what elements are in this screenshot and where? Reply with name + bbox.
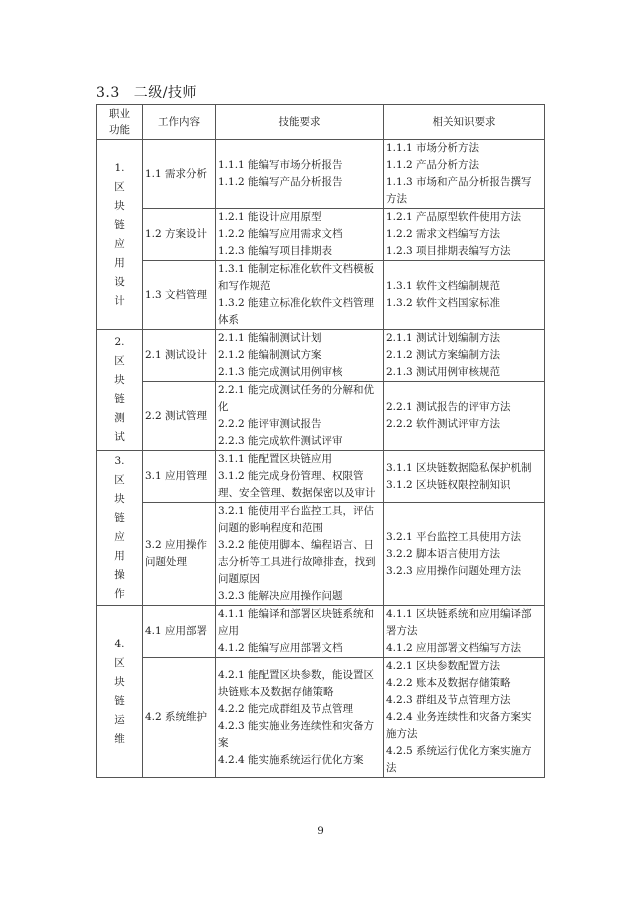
work-content-cell: 3.1 应用管理	[143, 451, 216, 503]
skill-line: 2.1.3 能完成测试用例审核	[218, 366, 343, 378]
knowledge-line: 4.2.1 区块参数配置方法	[386, 660, 501, 672]
skill-requirement-cell	[216, 503, 384, 606]
skill-requirement-cell	[216, 451, 384, 503]
skill-line: 4.2.2 能完成群组及节点管理	[218, 702, 354, 715]
header-knowledge: 相关知识要求	[384, 105, 545, 140]
skill-line: 3.2.1 能使用平台监控工具，评估问题的影响程度和范围	[218, 505, 375, 534]
work-content-cell: 2.2 测试管理	[143, 382, 216, 451]
knowledge-line: 2.2.2 软件测试评审方法	[386, 418, 501, 430]
knowledge-requirement-cell	[384, 140, 545, 209]
table-row	[97, 658, 545, 778]
skill-line: 3.1.1 能配置区块链应用	[218, 453, 333, 465]
knowledge-line: 2.1.1 测试计划编制方法	[386, 332, 501, 344]
skill-line: 4.1.1 能编译和部署区块链系统和应用	[218, 608, 375, 637]
knowledge-requirement-cell	[384, 503, 545, 606]
knowledge-line: 4.2.2 账本及数据存储策略	[386, 677, 511, 689]
knowledge-requirement-cell	[384, 451, 545, 503]
function-name: 3.区块链应用操作	[114, 455, 125, 600]
skill-line: 1.2.3 能编写项目排期表	[218, 245, 333, 257]
knowledge-requirement-cell	[384, 382, 545, 451]
skill-line: 2.2.2 能评审测试报告	[218, 418, 322, 430]
section-title: 二级/技师	[133, 85, 197, 101]
knowledge-line: 3.1.2 区块链权限控制知识	[386, 478, 511, 491]
knowledge-line: 2.1.3 测试用例审核规范	[386, 366, 501, 378]
skill-requirements-table	[96, 104, 545, 778]
knowledge-line: 1.2.1 产品原型软件使用方法	[386, 211, 522, 223]
skill-line: 1.2.2 能编写应用需求文档	[218, 228, 343, 240]
knowledge-line: 1.3.1 软件文档编制规范	[386, 280, 501, 292]
knowledge-requirement-cell	[384, 658, 545, 778]
work-content-cell: 3.2 应用操作问题处理	[143, 503, 216, 606]
skill-requirement-cell	[216, 261, 384, 330]
table-row	[97, 606, 545, 658]
skill-line: 3.2.3 能解决应用操作问题	[218, 590, 343, 602]
knowledge-line: 4.1.1 区块链系统和应用编译部署方法	[386, 608, 532, 637]
knowledge-requirement-cell	[384, 330, 545, 382]
knowledge-line: 1.3.2 软件文档国家标准	[386, 297, 501, 309]
function-name: 1.区块链应用设计	[114, 161, 125, 307]
skill-requirement-cell	[216, 658, 384, 778]
knowledge-line: 3.1.1 区块链数据隐私保护机制	[386, 461, 532, 474]
table-row	[97, 209, 545, 261]
knowledge-line: 2.1.2 测试方案编制方法	[386, 349, 501, 361]
skill-line: 2.2.1 能完成测试任务的分解和优化	[218, 384, 375, 413]
table-row	[97, 382, 545, 451]
header-function: 职业功能	[97, 105, 143, 140]
function-cell	[97, 451, 143, 606]
skill-line: 4.2.3 能实施业务连续性和灾备方案	[218, 719, 375, 749]
knowledge-line: 4.2.4 业务连续性和灾备方案实施方法	[386, 711, 532, 740]
skill-line: 1.1.2 能编写产品分析报告	[218, 176, 343, 188]
knowledge-requirement-cell	[384, 209, 545, 261]
section-heading	[96, 82, 197, 102]
table-row	[97, 503, 545, 606]
work-content-cell: 1.2 方案设计	[143, 209, 216, 261]
page-number: 9	[317, 826, 324, 837]
skill-line: 4.1.2 能编写应用部署文档	[218, 642, 343, 654]
skill-line: 1.1.1 能编写市场分析报告	[218, 159, 343, 171]
knowledge-line: 4.2.5 系统运行优化方案实施方法	[386, 745, 532, 774]
table-row	[97, 261, 545, 330]
table-body	[97, 140, 545, 778]
skill-line: 2.2.3 能完成软件测试评审	[218, 435, 343, 447]
knowledge-line: 2.2.1 测试报告的评审方法	[386, 401, 511, 413]
knowledge-line: 3.2.3 应用操作问题处理方法	[386, 564, 522, 577]
skill-line: 1.2.1 能设计应用原型	[218, 211, 322, 223]
skill-line: 3.2.2 能使用脚本、编程语言、日志分析等工具进行故障排查，找到问题原因	[218, 539, 376, 585]
skill-line: 1.3.2 能建立标准化软件文档管理体系	[218, 297, 375, 326]
knowledge-requirement-cell	[384, 261, 545, 330]
table-header-row	[97, 105, 545, 140]
work-content-cell: 4.2 系统维护	[143, 658, 216, 778]
work-content-cell: 1.1 需求分析	[143, 140, 216, 209]
table-row	[97, 140, 545, 209]
skill-line: 4.2.1 能配置区块参数，能设置区块链账本及数据存储策略	[218, 668, 375, 698]
knowledge-line: 1.1.1 市场分析方法	[386, 142, 480, 154]
knowledge-line: 1.2.3 项目排期表编写方法	[386, 245, 511, 257]
skill-requirement-cell	[216, 140, 384, 209]
function-name: 2.区块链测试	[114, 336, 125, 443]
knowledge-line: 1.1.2 产品分析方法	[386, 159, 480, 171]
table-row	[97, 451, 545, 503]
skill-line: 2.1.1 能编制测试计划	[218, 332, 322, 344]
knowledge-line: 3.2.2 脚本语言使用方法	[386, 547, 501, 560]
function-name: 4.区块链运维	[114, 637, 125, 745]
knowledge-requirement-cell	[384, 606, 545, 658]
table-row	[97, 330, 545, 382]
header-work: 工作内容	[143, 105, 216, 140]
skill-line: 2.1.2 能编制测试方案	[218, 349, 322, 361]
skill-requirement-cell	[216, 606, 384, 658]
knowledge-line: 1.1.3 市场和产品分析报告撰写方法	[386, 176, 532, 205]
skill-requirement-cell	[216, 382, 384, 451]
work-content-cell: 2.1 测试设计	[143, 330, 216, 382]
skill-line: 1.3.1 能制定标准化软件文档模板和写作规范	[218, 263, 375, 292]
knowledge-line: 3.2.1 平台监控工具使用方法	[386, 530, 522, 543]
skill-line: 3.1.2 能完成身份管理、权限管理、安全管理、数据保密以及审计	[218, 470, 376, 499]
skill-requirement-cell	[216, 209, 384, 261]
function-cell	[97, 330, 143, 451]
section-number: 3.3	[96, 85, 120, 101]
knowledge-line: 1.2.2 需求文档编写方法	[386, 228, 501, 240]
work-content-cell: 1.3 文档管理	[143, 261, 216, 330]
function-cell	[97, 606, 143, 778]
header-skill: 技能要求	[216, 105, 384, 140]
function-cell	[97, 140, 143, 330]
skill-requirement-cell	[216, 330, 384, 382]
knowledge-line: 4.1.2 应用部署文档编写方法	[386, 642, 522, 654]
knowledge-line: 4.2.3 群组及节点管理方法	[386, 694, 511, 706]
work-content-cell: 4.1 应用部署	[143, 606, 216, 658]
skill-line: 4.2.4 能实施系统运行优化方案	[218, 753, 364, 766]
